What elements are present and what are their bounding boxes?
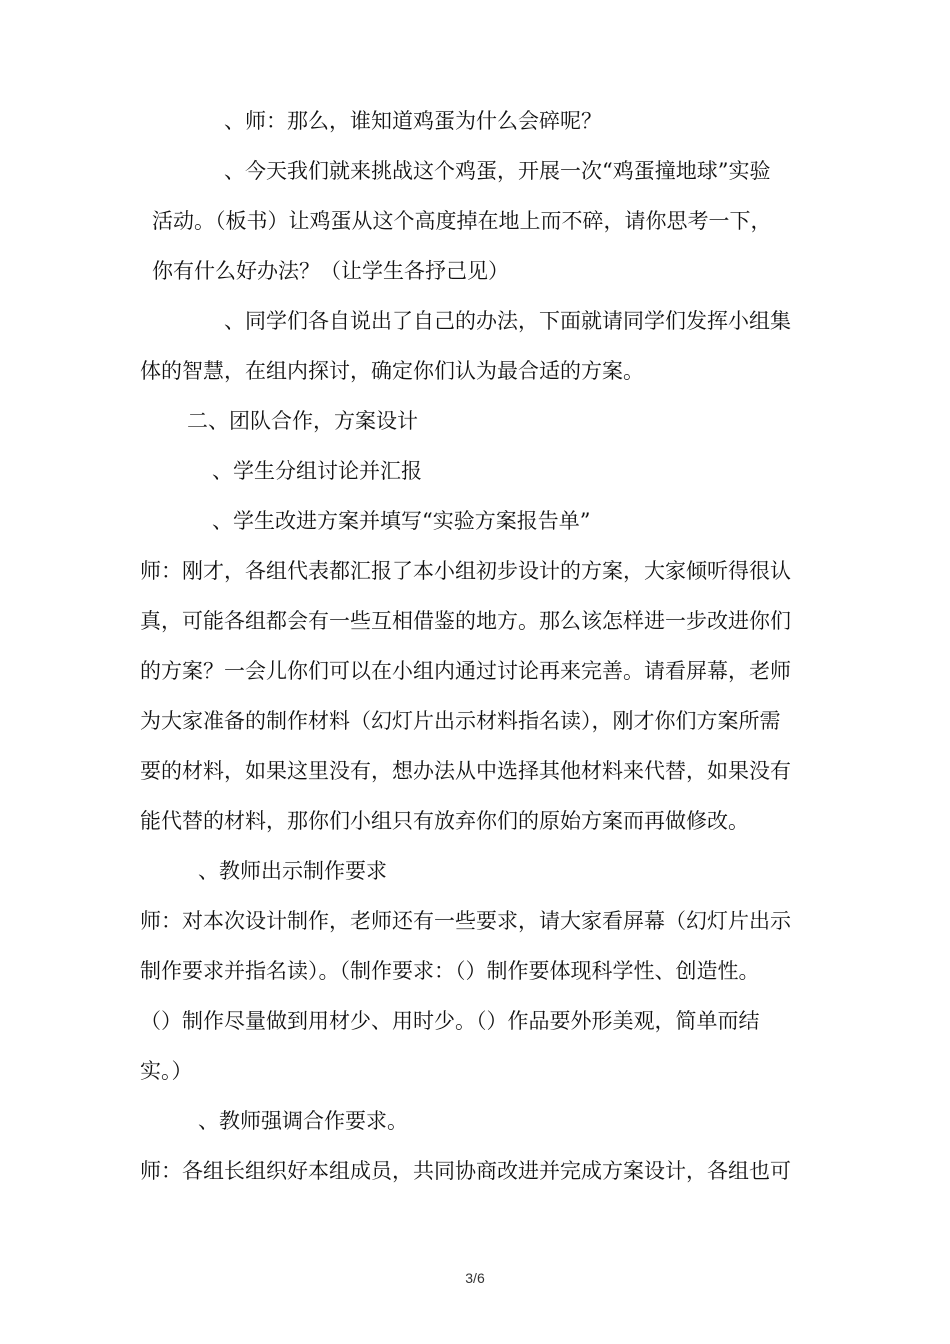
text-line-12: 的方案？一会儿你们可以在小组内通过讨论再来完善。请看屏幕，老师 xyxy=(140,659,791,683)
text-line-14: 要的材料，如果这里没有，想办法从中选择其他材料来代替，如果没有 xyxy=(140,759,791,783)
text-line-3: 活动。（板书）让鸡蛋从这个高度掉在地上而不碎，请你思考一下， xyxy=(152,209,772,233)
text-line-1: 、师：那么，谁知道鸡蛋为什么会碎呢？ xyxy=(224,109,602,133)
text-line-10: 师：刚才，各组代表都汇报了本小组初步设计的方案，大家倾听得很认 xyxy=(140,559,791,583)
text-line-19: （）制作尽量做到用材少、用时少。（）作品要外形美观，简单而结 xyxy=(140,1009,760,1033)
text-line-13: 为大家准备的制作材料（幻灯片出示材料指名读），刚才你们方案所需 xyxy=(140,709,781,733)
text-line-17: 师：对本次设计制作，老师还有一些要求，请大家看屏幕（幻灯片出示 xyxy=(140,909,791,933)
text-line-20: 实。） xyxy=(140,1059,193,1083)
text-line-21: 、教师强调合作要求。 xyxy=(198,1109,408,1133)
section-heading: 二、团队合作，方案设计 xyxy=(187,409,418,433)
text-line-5: 、同学们各自说出了自己的办法，下面就请同学们发挥小组集 xyxy=(224,309,791,333)
text-line-4: 你有什么好办法？（让学生各抒己见） xyxy=(152,259,509,283)
text-line-2: 、今天我们就来挑战这个鸡蛋，开展一次“鸡蛋撞地球”实验 xyxy=(224,159,771,183)
text-line-6: 体的智慧，在组内探讨，确定你们认为最合适的方案。 xyxy=(140,359,644,383)
text-line-18: 制作要求并指名读）。（制作要求：（）制作要体现科学性、创造性。 xyxy=(140,959,760,983)
text-line-22: 师：各组长组织好本组成员，共同协商改进并完成方案设计，各组也可 xyxy=(140,1159,791,1183)
text-line-11: 真，可能各组都会有一些互相借鉴的地方。那么该怎样进一步改进你们 xyxy=(140,609,791,633)
text-line-9: 、学生改进方案并填写“实验方案报告单” xyxy=(212,509,591,533)
text-line-15: 能代替的材料，那你们小组只有放弃你们的原始方案而再做修改。 xyxy=(140,809,749,833)
text-line-8: 、学生分组讨论并汇报 xyxy=(212,459,422,483)
text-line-16: 、教师出示制作要求 xyxy=(198,859,387,883)
page-number: 3/6 xyxy=(465,1270,485,1286)
